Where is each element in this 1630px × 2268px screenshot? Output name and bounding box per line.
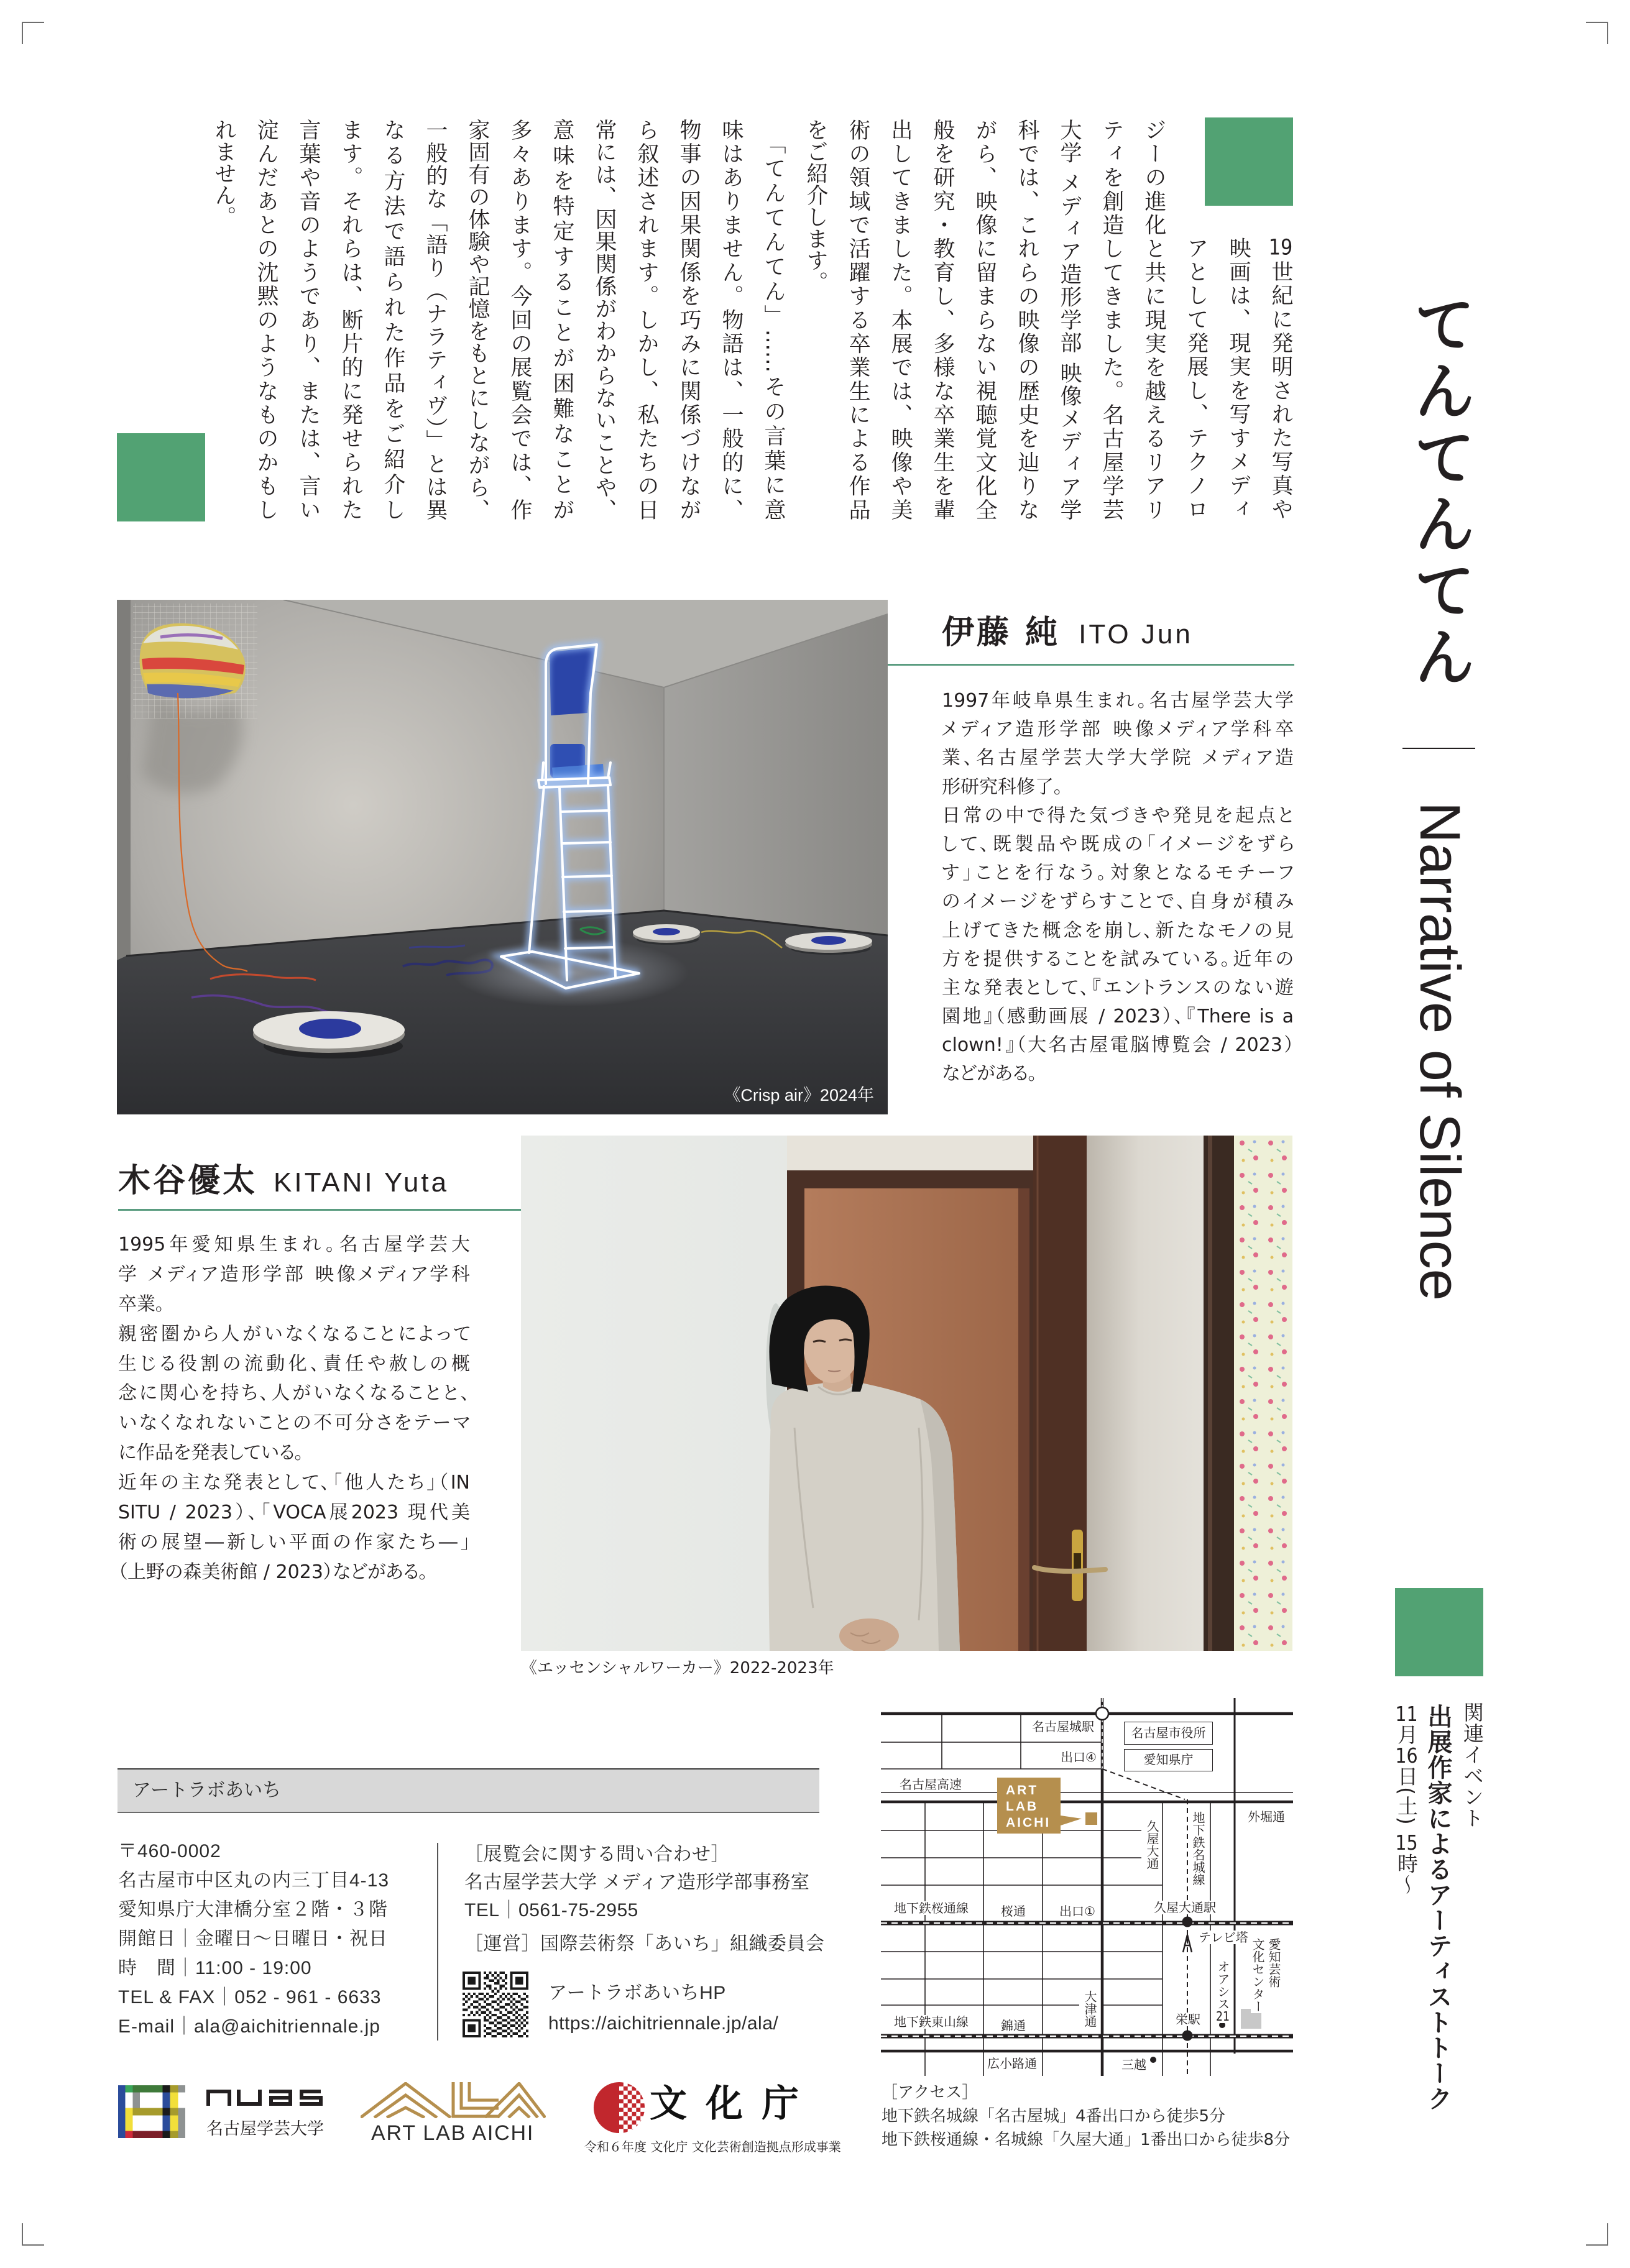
intro-column: 19世紀に発明された写真や [1268,237,1293,520]
green-accent-square-event [1395,1588,1483,1676]
info-value: 0561-75-2955 [518,1900,638,1921]
exhibition-title-en: Narrative of Silence [1408,802,1471,1301]
separator: ｜ [176,1929,195,1949]
bio-line: 1995年愛知県生まれ。名古屋学芸大 [118,1234,470,1256]
operator [464,1930,825,1958]
map-label-hisaya-odori: 久屋大通 [1144,1820,1159,1870]
map-label-higashiyama-line: 地下鉄東山線 [894,2014,969,2029]
artist-name-ito [942,614,1193,651]
intro-column: 多々あります。今回の展覧会では、作 [507,119,532,520]
contact-block [464,1840,809,1924]
map-label-otsu-dori: 大津通 [1082,1990,1097,2027]
event-label: 関連イベント [1460,1702,1485,1829]
intro-column: ティを創造してきました。名古屋学芸 [1099,119,1124,520]
crop-mark-bottom-right [1586,2223,1608,2246]
opening-hours [118,1954,389,1983]
bio-line: 術の展望―新しい平面の作家たち―」 [118,1531,470,1553]
intro-column: 味はありません。物語は、一般的に、 [719,119,744,520]
artwork-caption: 《Crisp air》2024年 [724,1086,874,1104]
bio-line: などがある。 [942,1063,1038,1085]
bio-line: 日常の中で得た気づきや発見を起点と [942,804,1294,827]
email [118,2012,389,2041]
title-divider [1402,748,1475,749]
inquiry-organization: 名古屋学芸大学 メディア造形学部事務室 [464,1872,810,1893]
intro-column: 科では、これらの映像の歴史を辿りな [1015,119,1039,520]
portrait-image [521,1136,1292,1651]
bio-line: （上野の森美術館 / 2023）などがある。 [118,1561,428,1583]
marker-line: LAB [1006,1799,1039,1814]
bio-line: 方を提供することを試みている。近年の [942,948,1294,970]
map-label-hisaya-odori-station: 久屋大通駅 [1154,1900,1216,1915]
separator: ｜ [215,1987,235,2008]
venue-name-bar: アートラボあいち [117,1768,819,1813]
map-box-city-hall: 名古屋市役所 [1124,1722,1213,1745]
map-label-meijo-line: 地下鉄名城線 [1190,1811,1205,1886]
intro-column: 映画は、現実を写すメディ [1226,237,1251,520]
map-label-exit4: 出口④ [1061,1750,1097,1765]
bio-line: に作品を発表している。 [118,1442,304,1464]
artist-name-ja: 伊藤 純 [942,614,1061,651]
marker-line: AICHI [1006,1816,1051,1830]
access-map [870,1691,1293,2076]
bio-line: SITU / 2023）、「VOCA展2023 現代美 [118,1502,470,1524]
info-divider [437,1843,438,2041]
crop-mark-bottom-left [22,2223,44,2246]
opening-days [118,1924,389,1954]
bio-line: clown!』（大名古屋電脳博覧会 / 2023） [942,1034,1294,1057]
artist-name-en: ITO Jun [1079,619,1193,650]
info-label: TEL [464,1900,500,1921]
info-label: 時 間 [118,1958,176,1978]
bio-line: して、既製品や既成の「イメージをずら [942,833,1294,855]
crop-mark-top-left [22,22,44,44]
map-label-expressway: 名古屋高速 [900,1777,962,1792]
access-line: 地下鉄桜通線・名城線「久屋大通」1番出口から徒歩8分 [882,2131,1291,2149]
intro-column: ら叙述されます。しかし、私たちの日 [634,119,659,520]
art-lab-aichi-marker [997,1778,1061,1834]
artist-name-kitani [118,1162,449,1200]
bio-line: す」ことを行なう。対象となるモチーフ [942,862,1294,884]
artist-name-ja: 木谷優太 [118,1162,258,1200]
access-info [882,2081,1290,2152]
intro-column: 物事の因果関係を巧みに関係づけなが [676,119,701,520]
nuas-name: 名古屋学芸大学 [206,2119,324,2139]
map-label-sakura-dori: 桜通 [1001,1904,1026,1919]
intro-column: 般を研究・教育し、多様な卒業生を輩 [930,119,955,520]
nuas-wordmark [206,2090,323,2106]
map-label-sakae-station: 栄駅 [1176,2012,1200,2027]
bio-line: 園地』（感動画展 / 2023）、『There is a [942,1006,1294,1028]
bio-line: 主な発表として、『エントランスのない遊 [942,976,1294,999]
event-title: 出展作家によるアーティストトーク [1424,1704,1452,2111]
qr-code-icon[interactable] [462,1972,529,2037]
artwork-photo-essential-worker [521,1136,1292,1651]
info-label: 開館日 [118,1929,176,1949]
homepage-block [548,1980,778,2037]
bio-line: 念に関心を持ち、人がいなくなることと、 [118,1382,470,1405]
intro-column: 意味を特定することが困難なことが [550,119,574,520]
bio-line: 親密圏から人がいなくなることによって [118,1323,470,1345]
map-label-mitsukoshi: 三越 [1121,2057,1146,2072]
intro-column: 「てんてんてん」……その言葉に意 [761,119,786,520]
intro-column: がら、映像に留まらない視聴覚文化全 [972,119,997,520]
map-label-hirokoji-dori: 広小路通 [987,2056,1037,2071]
postal-code: 〒460-0002 [118,1841,221,1862]
bio-line: 上げてきた概念を崩し、新たなモノの見 [942,919,1294,942]
artist-name-en: KITANI Yuta [274,1167,449,1198]
intro-column: 大学 メディア造形学部 映像メディア学 [1057,119,1082,520]
map-label-sakuradori-line: 地下鉄桜通線 [894,1901,969,1916]
bio-line: 1997年岐阜県生まれ。名古屋学芸大学 [942,690,1294,712]
map-label-arts-center-1: 愛知芸術 [1266,1938,1281,1988]
map-label-arts-center-2: 文化センター [1250,1938,1265,2013]
intro-column: アとして発展し、テクノロ [1184,237,1209,520]
info-value: 11:00 - 19:00 [195,1958,312,1978]
intro-column: 淀んだあとの沈黙のようなものかもし [254,119,279,520]
intro-column: ます。それらは、断片的に発せられた [338,119,363,520]
inquiry-heading: ［展覧会に関する問い合わせ］ [464,1844,730,1865]
bunkacho-logo-mark-icon [592,2081,647,2134]
bunkacho-name: 文化庁 [650,2082,817,2126]
access-line: 地下鉄名城線「名古屋城」4番出口から徒歩5分 [882,2107,1226,2126]
intro-column: 一般的な「語り（ナラティヴ）」とは異 [423,119,448,520]
bunkacho-caption: 令和６年度 文化庁 文化芸術創造拠点形成事業 [584,2139,841,2154]
artist-heading-rule [888,664,1294,666]
homepage-label: アートラボあいちHP [548,1983,726,2003]
map-label-sotobori-dori: 外堀通 [1248,1809,1285,1824]
bio-line: 卒業。 [118,1293,165,1315]
map-label-exit1: 出口① [1059,1904,1095,1919]
bio-line: メディア造形学部 映像メディア学科卒 [942,719,1294,741]
artist-heading-rule [118,1209,521,1211]
tel-fax [118,1983,389,2012]
intro-column: 出してきました。本展では、映像や美 [888,119,913,520]
email-link[interactable]: ala@aichitriennale.jp [194,2016,380,2037]
exhibition-title-ja: てんてんてん [1403,292,1476,691]
artwork-caption: 《エッセンシャルワーカー》2022-2023年 [521,1659,834,1678]
green-accent-square-top [1205,117,1293,206]
info-label: TEL & FAX [118,1987,216,2008]
event-date: 11月16日(土) 15時〜 [1394,1704,1419,1896]
operator-text: ［運営］国際芸術祭「あいち」組織委員会 [464,1934,825,1954]
intro-column: 術の領域で活躍する卒業生による作品 [845,119,870,520]
nuas-logo-mark-icon [118,2085,185,2138]
info-value: 金曜日〜日曜日・祝日 [195,1929,388,1949]
map-label-oasis21: オアシス21 [1215,1960,1230,2022]
homepage-url-link[interactable]: https://aichitriennale.jp/ala/ [548,2013,779,2034]
intro-column: 常には、因果関係がわからないことや、 [592,119,617,520]
map-label-tv-tower: テレビ塔 [1199,1930,1248,1945]
bio-line: いなくなれないことの不可分さをテーマ [118,1412,470,1435]
bio-line: 生じる役割の流動化、責任や赦しの概 [118,1352,470,1375]
venue-address-block [118,1837,389,2041]
green-accent-square-left [117,433,205,521]
bio-line: 業、名古屋学芸大学大学院 メディア造 [942,747,1294,769]
art-lab-aichi-logo-mark-icon [361,2082,546,2118]
artist-bio-kitani [118,1230,470,1587]
map-label-nagoyajo-station: 名古屋城駅 [1032,1719,1094,1734]
info-value: 052 - 961 - 6633 [234,1987,382,2008]
crop-mark-top-right [1586,22,1608,44]
intro-column: ジーの進化と共に現実を越えるリアリ [1141,119,1166,520]
map-label-nishiki-dori: 錦通 [1001,2018,1026,2033]
inquiry-tel [464,1896,809,1924]
separator: ｜ [175,2016,195,2037]
art-lab-aichi-name: ART LAB AICHI [371,2121,535,2145]
separator: ｜ [499,1900,519,1921]
installation-image [117,600,888,1114]
intro-column: れません。 [211,119,236,227]
bio-line: 学 メディア造形学部 映像メディア学科 [118,1263,470,1285]
marker-line: ART [1006,1783,1039,1797]
intro-column: なる方法で語られた作品をご紹介し [380,119,405,520]
artist-bio-ito [942,687,1294,1089]
intro-column: 家固有の体験や記憶をもとにしながら、 [465,119,490,520]
info-label: E-mail [118,2016,175,2037]
bio-line: 形研究科修了。 [942,776,1063,798]
intro-column: 言葉や音のようであり、または、言い [296,119,321,520]
intro-column: をご紹介します。 [803,119,828,293]
artwork-photo-crisp-air [117,600,888,1114]
access-heading: ［アクセス］ [882,2083,978,2102]
separator: ｜ [176,1958,195,1978]
address-line: 愛知県庁大津橋分室２階・３階 [118,1899,388,1920]
map-box-pref-office: 愛知県庁 [1124,1749,1213,1771]
bio-line: 近年の主な発表として、「他人たち」（IN [118,1472,470,1494]
address-line: 名古屋市中区丸の内三丁目4-13 [118,1870,390,1891]
bio-line: のイメージをずらすことで、自身が積み [942,891,1294,913]
